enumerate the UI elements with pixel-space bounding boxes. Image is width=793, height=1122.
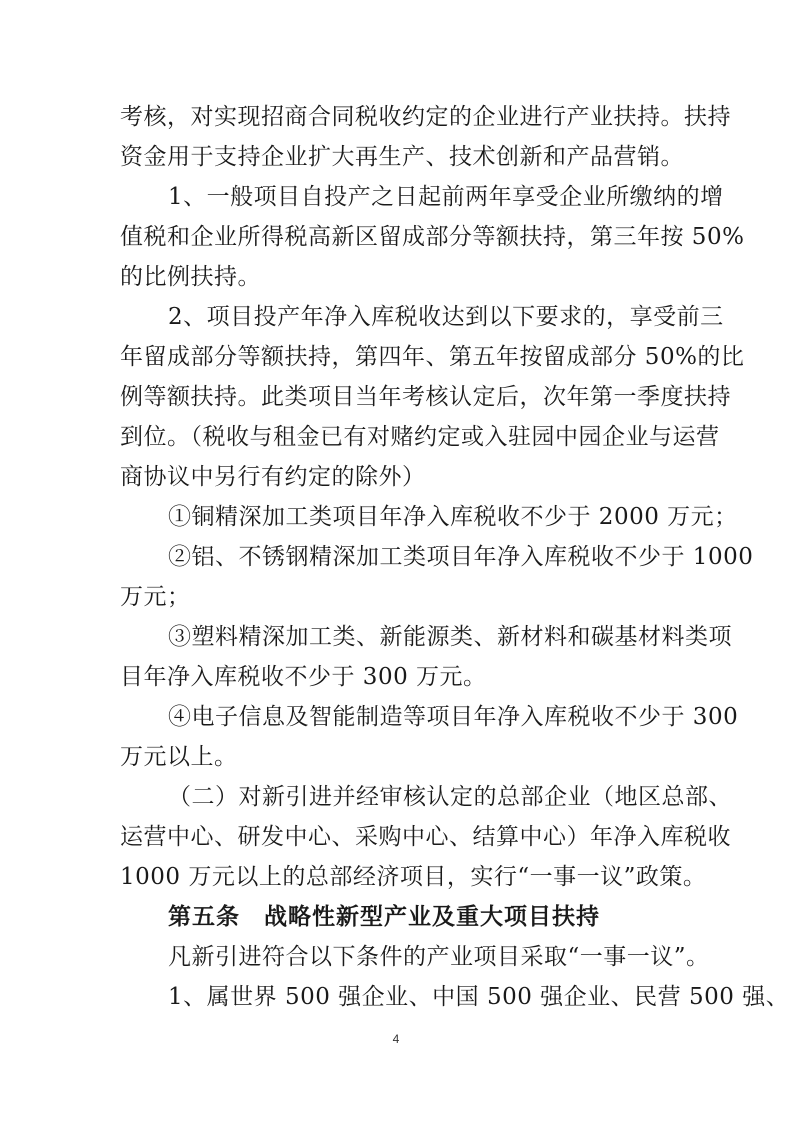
body-text-line: 1、属世界 500 强企业、中国 500 强企业、民营 500 强、 (168, 984, 790, 1010)
body-text-line: 运营中心、研发中心、采购中心、结算中心）年净入库税收 (120, 824, 731, 850)
body-text-line: 资金用于支持企业扩大再生产、技术创新和产品营销。 (120, 144, 684, 170)
body-text-line: 1000 万元以上的总部经济项目，实行“一事一议”政策。 (120, 864, 707, 890)
body-text-line: 值税和企业所得税高新区留成部分等额扶持，第三年按 50% (120, 224, 745, 250)
body-text-line: ②铝、不锈钢精深加工类项目年净入库税收不少于 1000 (168, 544, 754, 570)
body-text-line: 1、一般项目自投产之日起前两年享受企业所缴纳的增 (168, 184, 724, 210)
section-heading: 第五条 战略性新型产业及重大项目扶持 (168, 904, 600, 930)
body-text-line: ③塑料精深加工类、新能源类、新材料和碳基材料类项 (168, 624, 732, 650)
body-text-line: 到位。（税收与租金已有对赌约定或入驻园中园企业与运营 (120, 424, 720, 450)
body-text-line: ①铜精深加工类项目年净入库税收不少于 2000 万元； (168, 504, 738, 530)
body-text-line: 万元； (120, 584, 191, 610)
body-text-line: 凡新引进符合以下条件的产业项目采取“一事一议”。 (168, 944, 710, 970)
body-text-line: 目年净入库税收不少于 300 万元。 (120, 664, 487, 690)
body-text-line: （二）对新引进并经审核认定的总部企业（地区总部、 (168, 784, 732, 810)
body-text-line: 2、项目投产年净入库税收达到以下要求的，享受前三 (168, 304, 724, 330)
body-text-line: 商协议中另行有约定的除外） (120, 464, 426, 490)
body-text-line: 例等额扶持。此类项目当年考核认定后，次年第一季度扶持 (120, 384, 731, 410)
body-text-line: 年留成部分等额扶持，第四年、第五年按留成部分 50%的比 (120, 344, 745, 370)
body-text-line: ④电子信息及智能制造等项目年净入库税收不少于 300 (168, 704, 739, 730)
body-text-line: 的比例扶持。 (120, 264, 261, 290)
body-text-line: 考核，对实现招商合同税收约定的企业进行产业扶持。扶持 (120, 104, 731, 130)
body-text-line: 万元以上。 (120, 744, 238, 770)
page-number: 4 (392, 1032, 400, 1046)
